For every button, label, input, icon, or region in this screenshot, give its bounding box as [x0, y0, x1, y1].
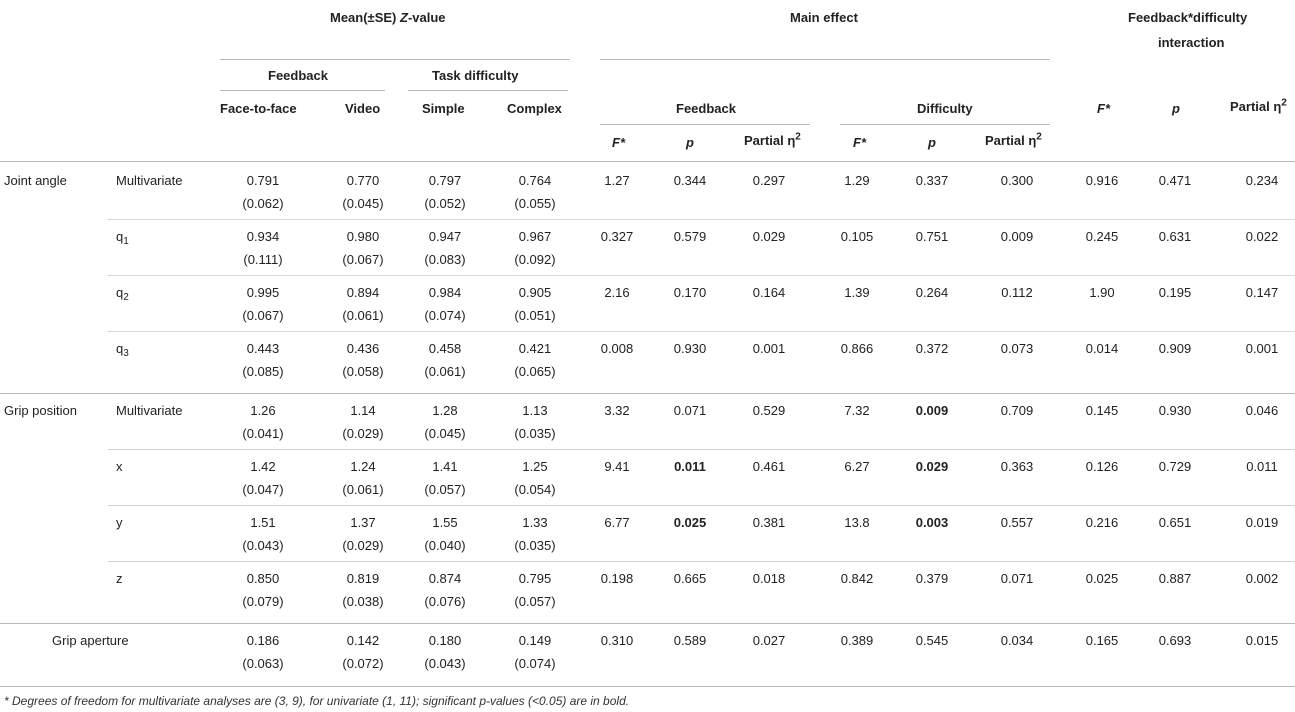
cell-inF: 0.165 — [1085, 633, 1119, 648]
header-video: Video — [345, 101, 381, 116]
cell-dfp: 0.029 — [915, 459, 949, 474]
cell-dfp: 0.751 — [915, 229, 949, 244]
cell-sim: 1.41 (0.057) — [424, 459, 466, 497]
cell-inp: 0.930 — [1158, 403, 1192, 418]
cell-vid: 1.24 (0.061) — [342, 459, 384, 497]
header-face-to-face: Face-to-face — [220, 101, 297, 116]
cell-vid: 0.894 (0.061) — [342, 285, 384, 323]
cell-dfp: 0.264 — [915, 285, 949, 300]
rule-under-me-feedback — [600, 124, 810, 125]
cell-fbF: 3.32 — [604, 403, 630, 418]
cell-com: 0.764 (0.055) — [514, 173, 556, 211]
cell-sim: 0.797 (0.052) — [424, 173, 466, 211]
rule-under-me-difficulty — [840, 124, 1050, 125]
cell-dfe: 0.363 — [1000, 459, 1034, 474]
row-divider — [108, 275, 1295, 276]
cell-dfF: 0.105 — [840, 229, 874, 244]
cell-dfe: 0.112 — [1001, 285, 1033, 300]
header-task-difficulty: Task difficulty — [432, 68, 519, 83]
row-divider — [108, 331, 1295, 332]
cell-ine: 0.147 — [1245, 285, 1279, 300]
row-variable-label: $q_3$ — [116, 341, 129, 359]
cell-inp: 0.693 — [1158, 633, 1192, 648]
cell-ine: 0.019 — [1245, 515, 1279, 530]
row-group-label: Joint angle — [4, 173, 67, 188]
cell-fbp: 0.170 — [673, 285, 707, 300]
cell-fbe: 0.029 — [752, 229, 786, 244]
cell-com: 1.25 (0.054) — [514, 459, 556, 497]
cell-dfF: 6.27 — [844, 459, 870, 474]
header-int-eta: Partial $\eta^2$ — [1230, 97, 1287, 114]
cell-fbF: 1.27 — [604, 173, 630, 188]
cell-dfp: 0.003 — [915, 515, 949, 530]
cell-fbF: 0.198 — [600, 571, 634, 586]
header-me-feedback: Feedback — [676, 101, 736, 116]
cell-dfe: 0.034 — [1000, 633, 1034, 648]
cell-com: 1.13 (0.035) — [514, 403, 556, 441]
row-divider — [108, 449, 1295, 450]
row-divider — [108, 219, 1295, 220]
cell-vid: 0.142 (0.072) — [342, 633, 384, 671]
header-fb-F: F* — [612, 135, 625, 150]
cell-inF: 0.245 — [1085, 229, 1119, 244]
cell-sim: 0.984 (0.074) — [424, 285, 466, 323]
cell-ine: 0.022 — [1245, 229, 1279, 244]
cell-com: 0.905 (0.051) — [514, 285, 556, 323]
cell-fbe: 0.461 — [752, 459, 786, 474]
cell-inF: 1.90 — [1089, 285, 1115, 300]
cell-inp: 0.631 — [1158, 229, 1192, 244]
cell-ftf: 1.26 (0.041) — [242, 403, 284, 441]
rule-bottom — [0, 686, 1295, 687]
cell-sim: 0.947 (0.083) — [424, 229, 466, 267]
cell-com: 0.149 (0.074) — [514, 633, 556, 671]
cell-ine: 0.234 — [1245, 173, 1279, 188]
header-int-F: F* — [1097, 101, 1110, 116]
cell-dfe: 0.300 — [1000, 173, 1034, 188]
cell-dfp: 0.545 — [915, 633, 949, 648]
cell-ftf: 1.51 (0.043) — [242, 515, 284, 553]
cell-sim: 0.180 (0.043) — [424, 633, 466, 671]
cell-inF: 0.216 — [1085, 515, 1119, 530]
cell-fbp: 0.579 — [673, 229, 707, 244]
cell-ine: 0.001 — [1245, 341, 1279, 356]
cell-dfp: 0.372 — [915, 341, 949, 356]
cell-sim: 1.55 (0.040) — [424, 515, 466, 553]
cell-com: 0.421 (0.065) — [514, 341, 556, 379]
cell-sim: 0.458 (0.061) — [424, 341, 466, 379]
rule-under-main-effect — [600, 59, 1050, 60]
cell-dfe: 0.073 — [1000, 341, 1034, 356]
row-variable-label: x — [116, 459, 123, 474]
cell-ine: 0.002 — [1245, 571, 1279, 586]
cell-fbe: 0.018 — [752, 571, 786, 586]
rule-under-mean — [220, 59, 570, 60]
footnote: * Degrees of freedom for multivariate analyses are (3, 9), for univariate (1, 11); significant p-values (<0.05) are in bold. — [4, 694, 630, 708]
cell-sim: 0.874 (0.076) — [424, 571, 466, 609]
cell-dfF: 1.39 — [844, 285, 870, 300]
cell-dfF: 0.389 — [840, 633, 874, 648]
cell-dfe: 0.009 — [1000, 229, 1034, 244]
cell-inp: 0.887 — [1158, 571, 1192, 586]
row-variable-label: Multivariate — [116, 403, 183, 418]
header-feedback: Feedback — [268, 68, 328, 83]
cell-dfe: 0.557 — [1000, 515, 1034, 530]
cell-fbe: 0.529 — [752, 403, 786, 418]
cell-inp: 0.729 — [1158, 459, 1192, 474]
cell-fbF: 6.77 — [604, 515, 630, 530]
header-main-effect: Main effect — [790, 10, 858, 25]
cell-dfp: 0.337 — [915, 173, 949, 188]
header-df-eta: Partial $\eta^2$ — [985, 131, 1042, 148]
cell-fbe: 0.164 — [752, 285, 786, 300]
cell-dfF: 1.29 — [844, 173, 870, 188]
cell-com: 1.33 (0.035) — [514, 515, 556, 553]
cell-vid: 0.436 (0.058) — [342, 341, 384, 379]
cell-ftf: 0.443 (0.085) — [242, 341, 284, 379]
cell-fbF: 0.310 — [600, 633, 634, 648]
cell-fbF: 9.41 — [604, 459, 630, 474]
header-fb-eta: Partial $\eta^2$ — [744, 131, 801, 148]
row-divider — [108, 505, 1295, 506]
header-df-F: F* — [853, 135, 866, 150]
cell-dfF: 7.32 — [844, 403, 870, 418]
header-int-p: p — [1172, 101, 1180, 116]
cell-ine: 0.011 — [1246, 459, 1278, 474]
header-me-difficulty: Difficulty — [917, 101, 973, 116]
row-group-label: Grip position — [4, 403, 77, 418]
cell-inp: 0.471 — [1158, 173, 1192, 188]
cell-fbp: 0.344 — [673, 173, 707, 188]
header-complex: Complex — [507, 101, 562, 116]
header-fb-p: p — [686, 135, 694, 150]
row-variable-label: y — [116, 515, 123, 530]
cell-ine: 0.046 — [1245, 403, 1279, 418]
cell-fbF: 0.327 — [600, 229, 634, 244]
cell-dfp: 0.009 — [915, 403, 949, 418]
cell-dfF: 13.8 — [844, 515, 870, 530]
rule-under-task-difficulty — [408, 90, 568, 91]
cell-dfe: 0.709 — [1000, 403, 1034, 418]
cell-ftf: 0.186 (0.063) — [242, 633, 284, 671]
cell-inp: 0.195 — [1158, 285, 1192, 300]
cell-inp: 0.651 — [1158, 515, 1192, 530]
row-variable-label: Grip aperture — [52, 633, 129, 648]
header-interaction-line2: interaction — [1158, 35, 1225, 50]
cell-ftf: 0.850 (0.079) — [242, 571, 284, 609]
rule-top-body — [0, 161, 1295, 162]
cell-inF: 0.916 — [1085, 173, 1119, 188]
cell-vid: 1.37 (0.029) — [342, 515, 384, 553]
cell-inF: 0.025 — [1085, 571, 1119, 586]
row-variable-label: $q_2$ — [116, 285, 129, 303]
cell-fbe: 0.381 — [752, 515, 786, 530]
cell-dfp: 0.379 — [915, 571, 949, 586]
cell-dfF: 0.842 — [840, 571, 874, 586]
cell-dfe: 0.071 — [1000, 571, 1034, 586]
row-divider — [0, 623, 1295, 624]
row-variable-label: z — [116, 571, 123, 586]
header-interaction-line1: Feedback*difficulty — [1128, 10, 1248, 25]
cell-fbp: 0.071 — [673, 403, 707, 418]
cell-ftf: 1.42 (0.047) — [242, 459, 284, 497]
cell-ftf: 0.791 (0.062) — [242, 173, 284, 211]
cell-ine: 0.015 — [1245, 633, 1279, 648]
row-variable-label: Multivariate — [116, 173, 183, 188]
cell-fbF: 0.008 — [600, 341, 634, 356]
header-simple: Simple — [422, 101, 465, 116]
cell-vid: 1.14 (0.029) — [342, 403, 384, 441]
row-variable-label: $q_1$ — [116, 229, 129, 247]
cell-fbp: 0.025 — [673, 515, 707, 530]
cell-fbp: 0.665 — [673, 571, 707, 586]
cell-fbp: 0.930 — [673, 341, 707, 356]
cell-sim: 1.28 (0.045) — [424, 403, 466, 441]
cell-ftf: 0.995 (0.067) — [242, 285, 284, 323]
cell-fbF: 2.16 — [604, 285, 630, 300]
cell-inp: 0.909 — [1158, 341, 1192, 356]
cell-fbe: 0.027 — [752, 633, 786, 648]
header-df-p: p — [928, 135, 936, 150]
cell-vid: 0.980 (0.067) — [342, 229, 384, 267]
cell-inF: 0.014 — [1085, 341, 1119, 356]
cell-fbe: 0.297 — [752, 173, 786, 188]
row-divider — [0, 393, 1295, 394]
row-divider — [108, 561, 1295, 562]
rule-under-feedback — [220, 90, 385, 91]
cell-fbp: 0.589 — [673, 633, 707, 648]
header-mean-group: Mean(±SE) Z-value — [330, 10, 446, 25]
cell-inF: 0.145 — [1085, 403, 1119, 418]
cell-ftf: 0.934 (0.111) — [243, 229, 283, 267]
cell-dfF: 0.866 — [840, 341, 874, 356]
cell-fbe: 0.001 — [752, 341, 786, 356]
cell-inF: 0.126 — [1085, 459, 1119, 474]
cell-fbp: 0.011 — [674, 459, 706, 474]
cell-com: 0.967 (0.092) — [514, 229, 556, 267]
cell-vid: 0.770 (0.045) — [342, 173, 384, 211]
cell-com: 0.795 (0.057) — [514, 571, 556, 609]
cell-vid: 0.819 (0.038) — [342, 571, 384, 609]
